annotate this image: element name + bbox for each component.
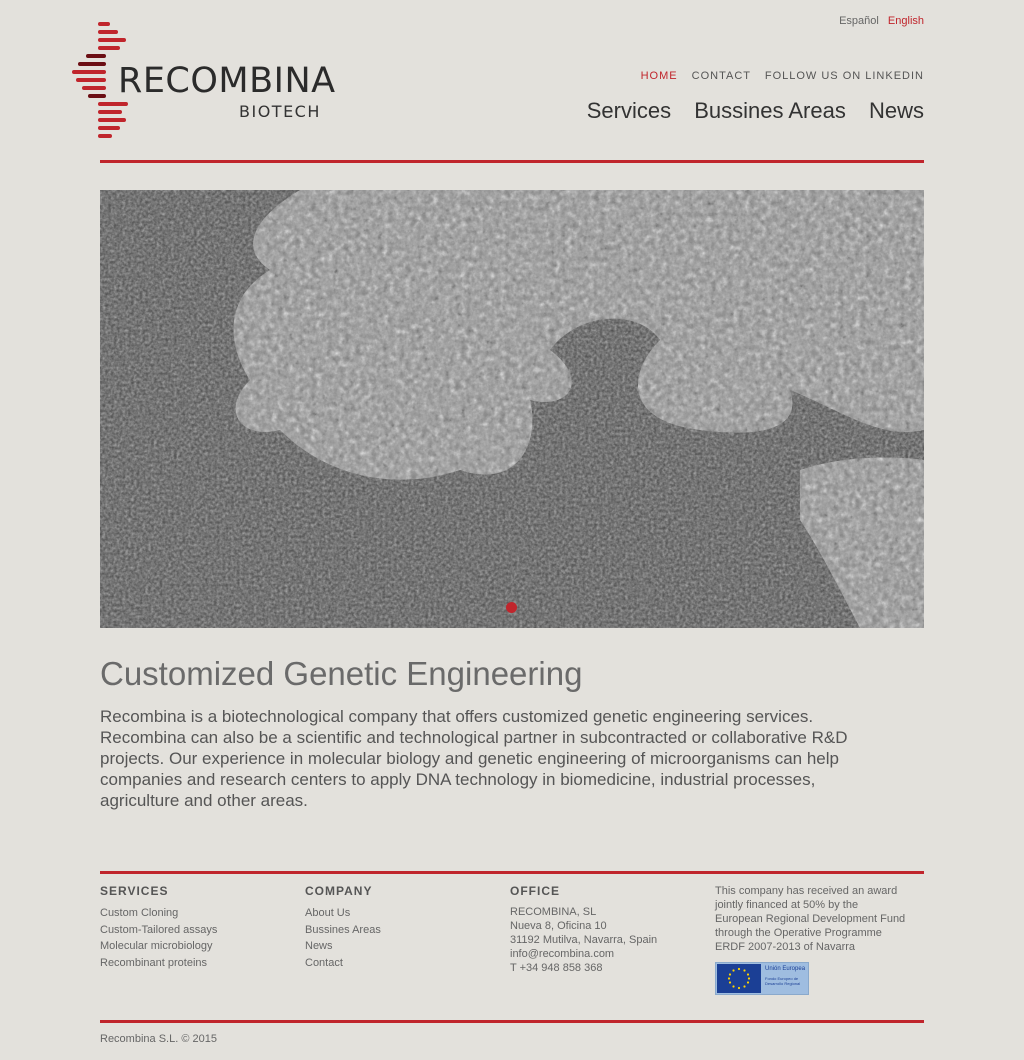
- office-email-link[interactable]: info@recombina.com: [510, 948, 615, 960]
- lang-espanol[interactable]: Español: [839, 15, 879, 27]
- footer-services-heading: SERVICES: [100, 884, 169, 898]
- nav-contact[interactable]: CONTACT: [691, 70, 751, 82]
- office-company-name: RECOMBINA, SL: [510, 906, 597, 918]
- logo-subtitle: BIOTECH: [239, 102, 321, 121]
- footer-office-heading: OFFICE: [510, 884, 560, 898]
- award-line: European Regional Development Fund: [715, 913, 906, 925]
- top-nav: [631, 70, 924, 82]
- language-switcher: [833, 15, 924, 27]
- award-line: through the Operative Programme: [715, 927, 882, 939]
- eu-flag-icon: [717, 964, 761, 993]
- header-divider: [100, 160, 924, 163]
- footer-link-custom-assays[interactable]: Custom-Tailored assays: [100, 923, 218, 936]
- award-line: ERDF 2007-2013 of Navarra: [715, 941, 856, 953]
- award-line: jointly financed at 50% by the: [715, 899, 859, 911]
- hero-microscope-image: [100, 190, 924, 628]
- footer-link-business-areas[interactable]: Bussines Areas: [305, 923, 381, 936]
- intro-paragraph: Recombina is a biotechnological company that offers customized genetic engineering services. Recombina can also be a scientific and technological partner in subcontracted or collaborative R&D projects. Our experience in molecular biology and genetic engineering of microorganisms can help companies and research centers to apply DNA technology in biomedicine, industrial processes, agriculture and other areas.: [100, 707, 848, 810]
- award-line: This company has received an award: [715, 885, 898, 897]
- eu-funding-logo: [715, 962, 809, 995]
- footer-services: [100, 884, 217, 972]
- footer-link-custom-cloning[interactable]: Custom Cloning: [100, 907, 179, 919]
- footer-award-text: [715, 884, 915, 954]
- main-nav: [570, 98, 924, 124]
- nav-linkedin[interactable]: FOLLOW US ON LINKEDIN: [764, 70, 924, 82]
- office-city: 31192 Mutilva, Navarra, Spain: [510, 934, 658, 946]
- eu-logo-caption: Fondo Europeo de Desarrollo Regional: [765, 976, 801, 986]
- copyright: Recombina S.L. © 2015: [100, 1033, 217, 1045]
- nav-services[interactable]: Services: [586, 98, 672, 123]
- footer-link-contact[interactable]: Contact: [305, 957, 343, 970]
- footer-link-recombinant-proteins[interactable]: Recombinant proteins: [100, 957, 208, 970]
- recombina-logo[interactable]: [72, 20, 336, 140]
- lang-english[interactable]: English: [887, 15, 924, 27]
- logo-wordmark: RECOMBINA: [118, 61, 336, 101]
- nav-news[interactable]: News: [868, 98, 924, 123]
- footer-link-news[interactable]: News: [305, 940, 333, 953]
- footer-divider-bottom: [100, 1020, 924, 1023]
- office-phone: T +34 948 858 368: [510, 962, 603, 974]
- eu-logo-title: Unión Europea: [765, 966, 806, 972]
- footer-company: [305, 884, 381, 972]
- nav-business-areas[interactable]: Bussines Areas: [694, 98, 846, 123]
- footer-link-about-us[interactable]: About Us: [305, 907, 351, 919]
- footer-office: [510, 884, 657, 975]
- footer-divider-top: [100, 871, 924, 874]
- page-title: Customized Genetic Engineering: [100, 655, 583, 692]
- slider-dot-1[interactable]: [506, 602, 517, 613]
- hero-slider: [100, 190, 924, 628]
- nav-home[interactable]: HOME: [640, 70, 678, 82]
- office-street: Nueva 8, Oficina 10: [510, 920, 607, 932]
- footer-link-molecular-microbiology[interactable]: Molecular microbiology: [100, 940, 213, 953]
- footer-company-heading: COMPANY: [305, 884, 373, 898]
